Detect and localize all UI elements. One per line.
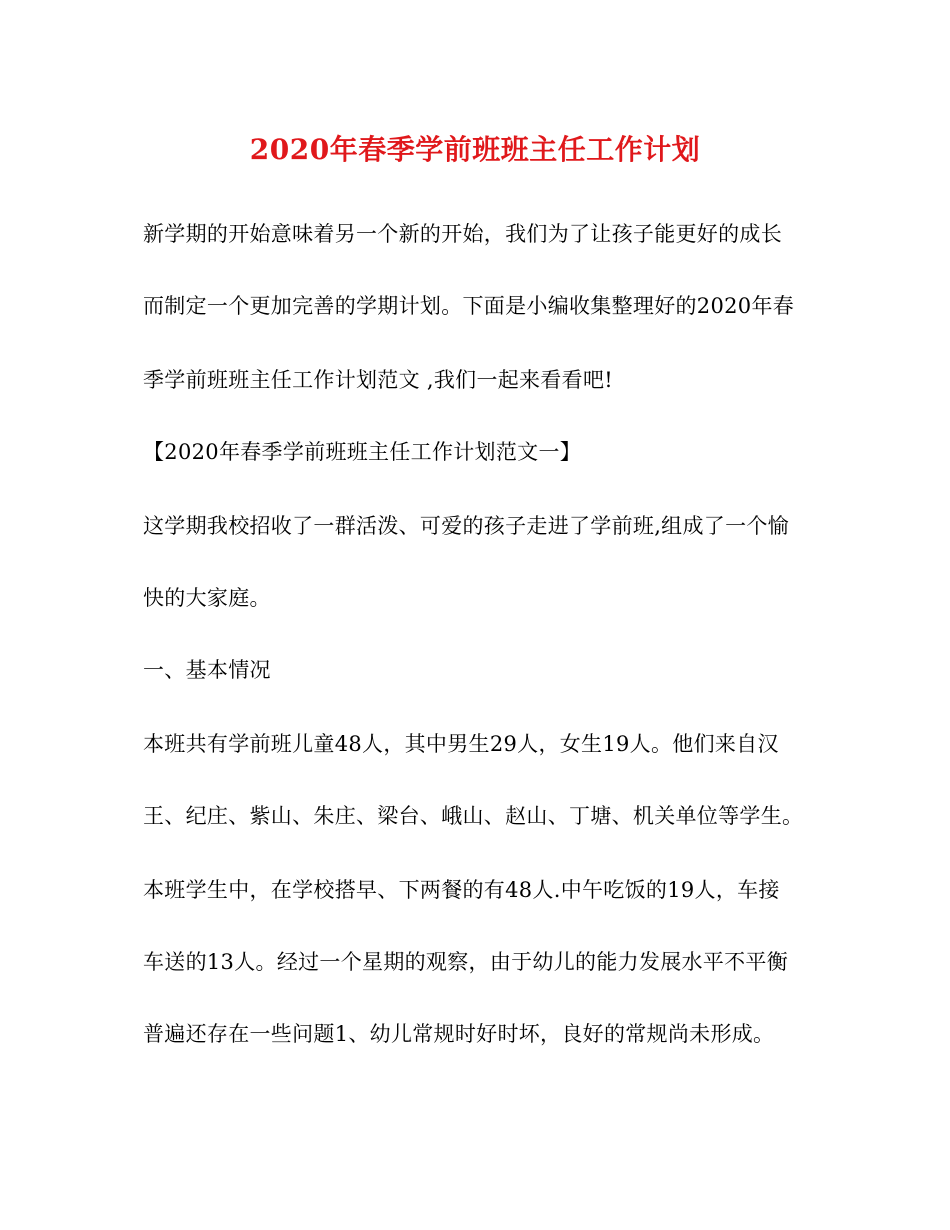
- paragraph-line: 本班共有学前班儿童48人，其中男生29人，女生19人。他们来自汉: [143, 732, 779, 756]
- paragraph-line: 新学期的开始意味着另一个新的开始，我们为了让孩子能更好的成长: [143, 222, 782, 246]
- paragraph-line: 车送的13人。经过一个星期的观察，由于幼儿的能力发展水平不平衡: [143, 950, 789, 974]
- section-heading: 一、基本情况: [143, 658, 271, 682]
- paragraph-line: 而制定一个更加完善的学期计划。下面是小编收集整理好的2020年春: [143, 294, 795, 318]
- paragraph-line: 这学期我校招收了一群活泼、可爱的孩子走进了学前班,组成了一个愉: [143, 514, 789, 538]
- section-heading: 【2020年春季学前班班主任工作计划范文一】: [143, 440, 582, 464]
- document-title: 2020年春季学前班班主任工作计划: [249, 133, 701, 166]
- paragraph-line: 普遍还存在一些问题1、幼儿常规时好时坏，良好的常规尚未形成。: [143, 1022, 775, 1046]
- paragraph-line: 王、纪庄、紫山、朱庄、梁台、峨山、赵山、丁塘、机关单位等学生。: [143, 804, 804, 828]
- paragraph-line: 季学前班班主任工作计划范文 ,我们一起来看看吧!: [143, 368, 613, 392]
- paragraph-line: 本班学生中，在学校搭早、下两餐的有48人.中午吃饭的19人，车接: [143, 878, 780, 902]
- paragraph-line: 快的大家庭。: [143, 586, 271, 610]
